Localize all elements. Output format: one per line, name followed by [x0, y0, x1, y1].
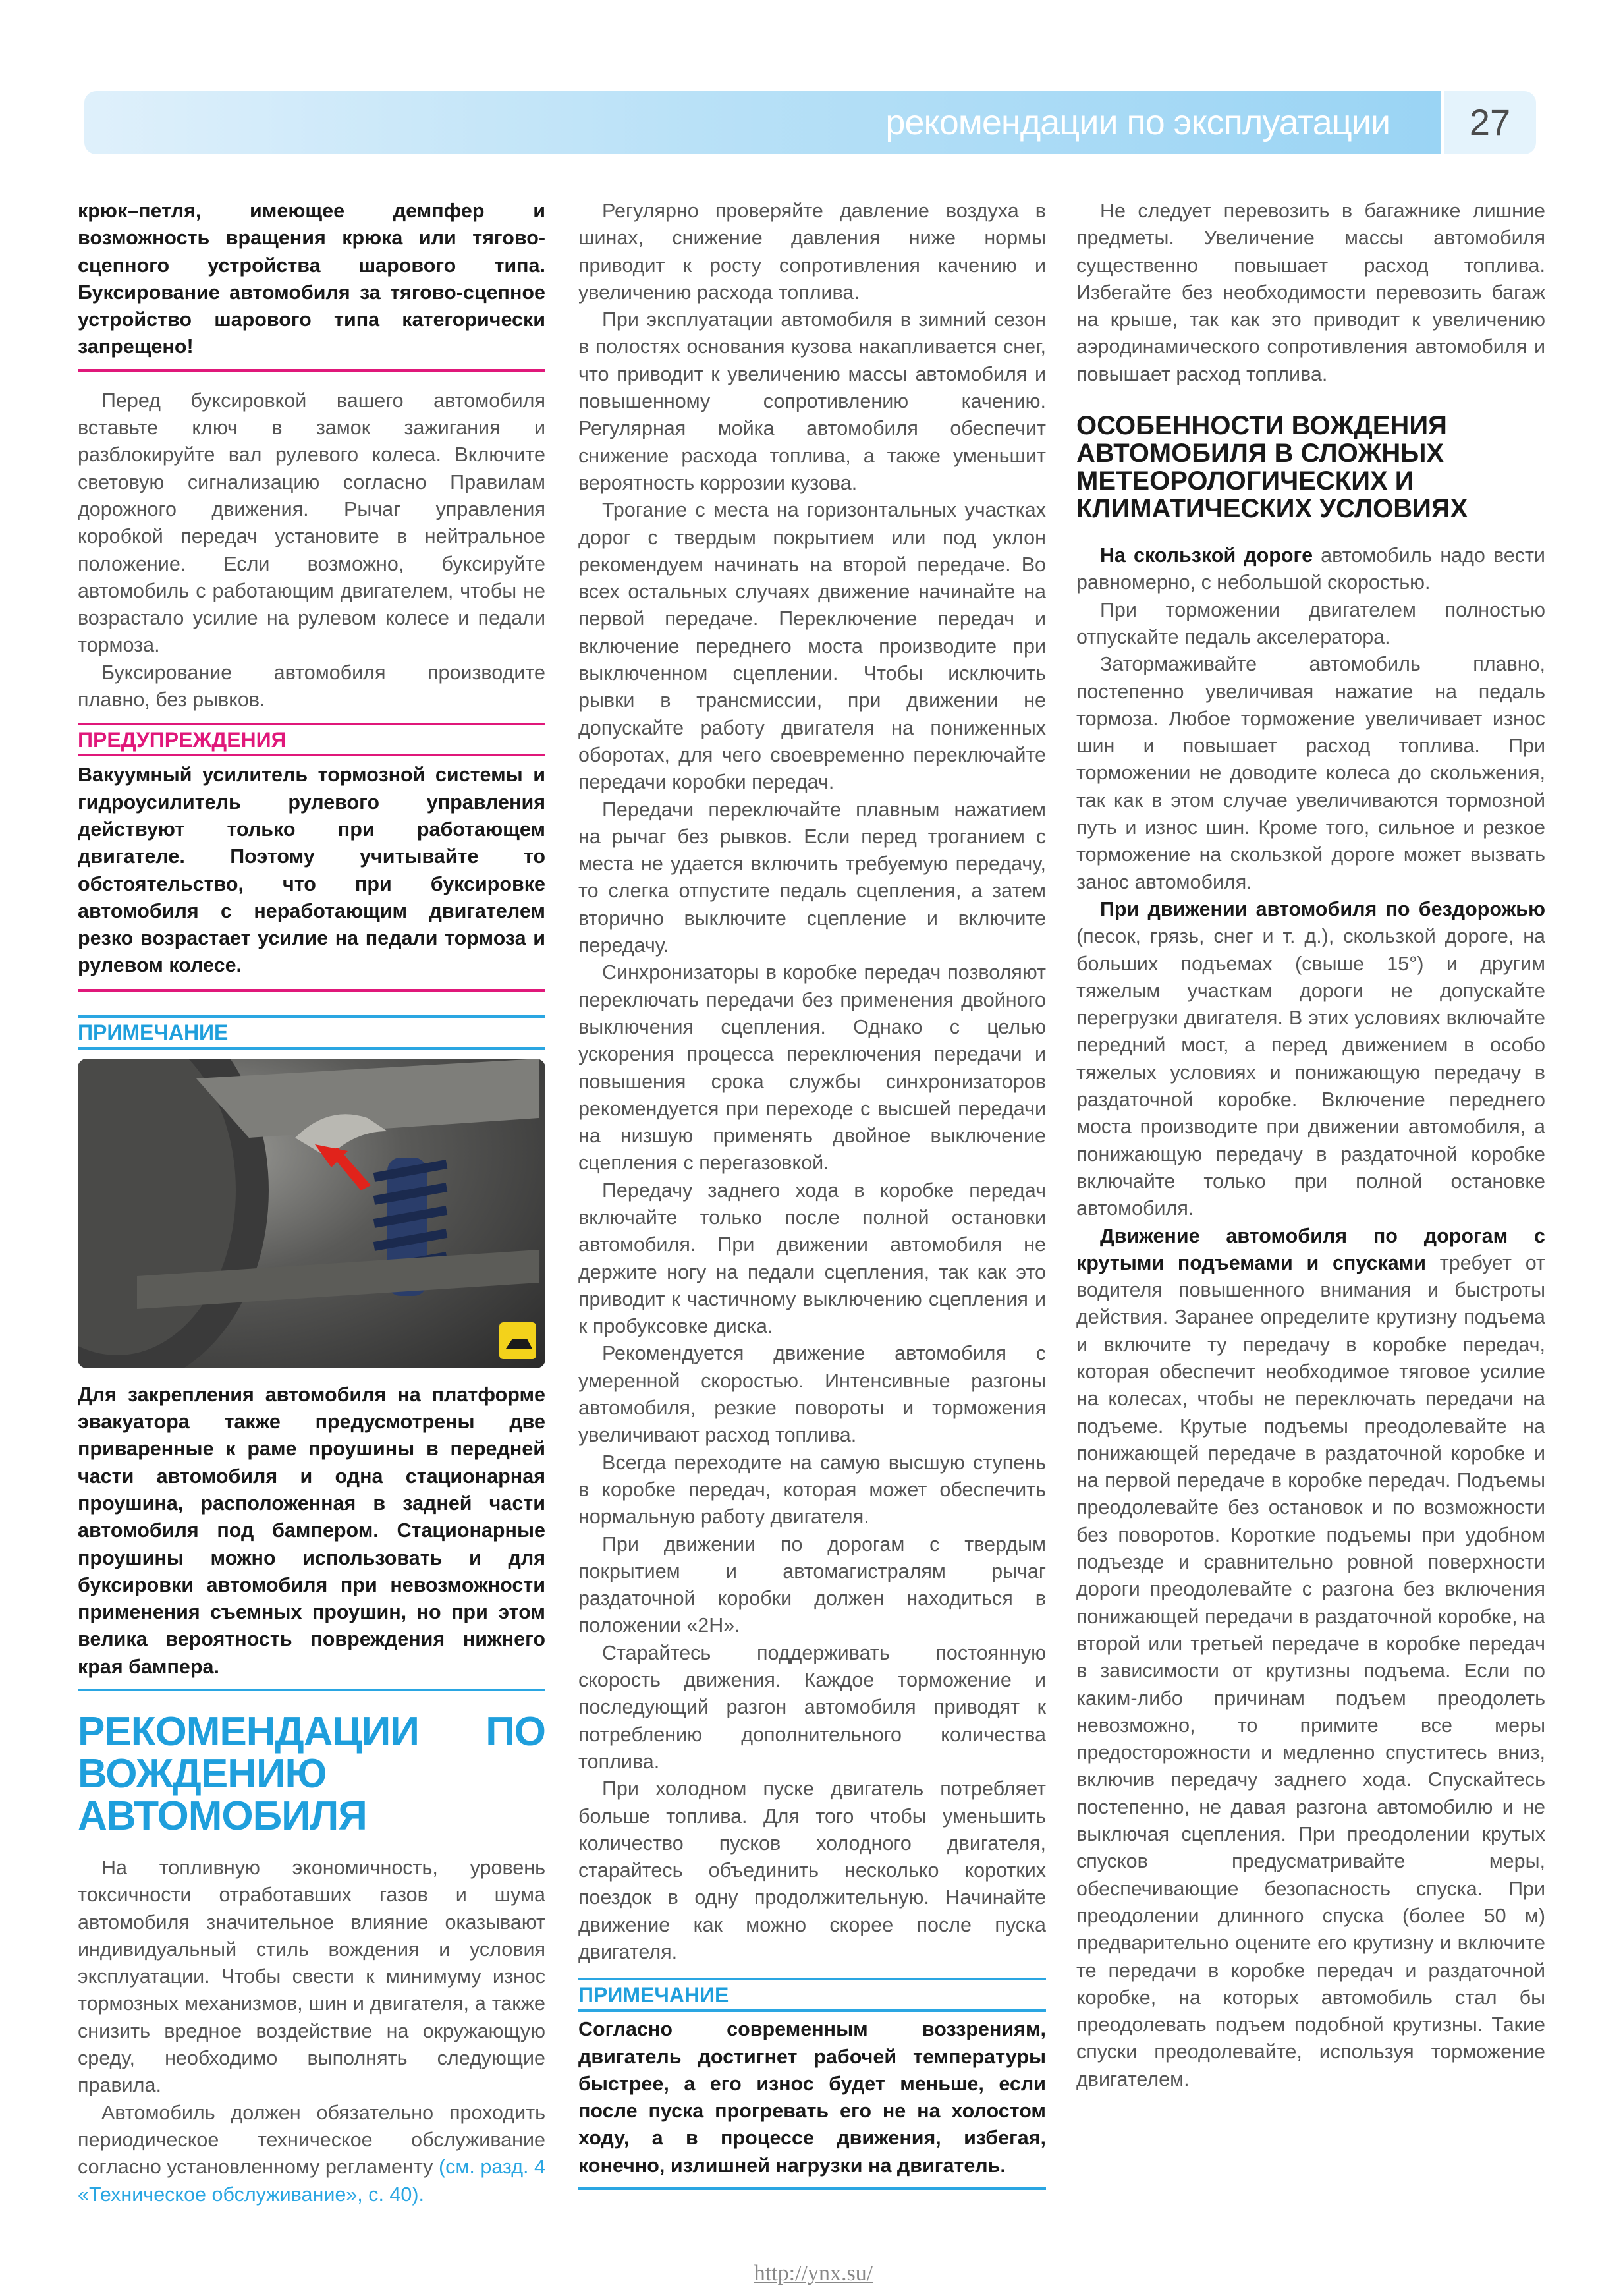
paragraph [1076, 542, 1545, 597]
footer-url-link[interactable]: http://ynx.su/ [754, 2261, 873, 2285]
paragraph: Синхронизаторы в коробке передач позволяют переключать передачи без применения двойного выключения сцепления. Однако с целью ускорения процесса переключения передачи и повышения срока службы синхронизаторов рекомендуется при переходе с высшей передачи на низшую применять двойное выключение сцепления с перегазовкой. [578, 961, 1046, 1175]
divider [78, 754, 545, 756]
note-title: ПРИМЕЧАНИЕ [578, 1983, 729, 2007]
paragraph [78, 2100, 545, 2208]
divider [78, 369, 545, 372]
paragraph-lead: При движении автомобиля по бездорожью [1100, 897, 1545, 920]
paragraph: При торможении двигателем полностью отпускайте педаль акселератора. [1076, 598, 1545, 648]
warnings-title: ПРЕДУПРЕЖДЕНИЯ [78, 728, 287, 752]
divider [78, 1689, 545, 1691]
paragraph-text: Автомобиль должен обязательно проходить периодическое техническое обслуживание согласно установленному регламенту [78, 2101, 545, 2179]
paragraph-text: требует от водителя повышенного внимания и быстроты действия. Заранее определите крутизну подъема и включите ту передачу в коробке передач, которая обеспечит необходимое тяговое усилие на колесах, чтобы не переключать передачи на подъеме. Крутые подъемы преодолевайте на понижающей передаче в раздаточной коробке и на первой передаче в коробке передач. Подъемы преодолевайте без остановок и по возможности без поворотов. Короткие подъемы при удобном подъезде и сравнительно ровной поверхности дороги преодолевайте с разгона без включения понижающей передачи в раздаточной коробке, на второй или третьей передаче в коробке передач в зависимости от крутизны подъема. Если по каким-либо причинам подъем преодолеть невозможно, то примите все меры предосторожности и медленно спуститесь вниз, включив передачу заднего хода. Спускайтесь постепенно, не давая разгона автомобилю и не выключая сцепления. При преодолении крутых спусков предусматривайте меры, обеспечивающие безопасность спуска. При преодолении длинного спуска (более 50 м) предварительно оцените его крутизну и включите те передачи в коробке передач и раздаточной коробке, на которых автомобиль стал бы преодолевать подъем подобной крутизны. Такие спуски преодолевайте, используя торможение двигателем. [1076, 1251, 1545, 2090]
warnings-text: Вакуумный усилитель тормозной системы и гидроусилитель рулевого управления действуют только при работающем двигателе. Поэтому учитывайте то обстоятельство, что при буксировке автомобиля с неработающим двигателем резко возрастает усилие на педали тормоза и рулевом колесе. [78, 764, 545, 977]
paragraph: Передачу заднего хода в коробке передач включайте только после полной остановки автомобиля. При движении автомобиля не держите ногу на педали сцепления, так как это приводит к частичному выключению сцепления и к пробуксовке диска. [578, 1179, 1046, 1338]
note-title: ПРИМЕЧАНИЕ [78, 1020, 229, 1044]
paragraph: Всегда переходите на самую высшую ступень в коробке передач, которая может обеспечить нормальную работу двигателя. [578, 1451, 1046, 1528]
paragraph: Передачи переключайте плавным нажатием на рычаг без рывков. Если перед троганием с места не удается включить требуемую передачу, то слегка отпустите педаль сцепления, а затем вторично выключите сцепление и включите передачу. [578, 798, 1046, 957]
column-1 [78, 198, 545, 2208]
column-3 [1076, 198, 1545, 2093]
paragraph: крюк–петля, имеющее демпфер и возможность вращения крюка или тягово-сцепного устройства шарового типа. Буксирование автомобиля за тягово-сцепное устройство шарового типа категорически запрещено! [78, 200, 545, 358]
paragraph: Регулярно проверяйте давление воздуха в шинах, снижение давления ниже нормы приводит к росту сопротивления качению и увеличению расхода топлива. [578, 200, 1046, 304]
paragraph: Буксирование автомобиля производите плавно, без рывков. [78, 661, 545, 712]
paragraph [1076, 1223, 1545, 2094]
paragraph: Старайтесь поддерживать постоянную скорость движения. Каждое торможение и последующий разгон автомобиля приводят к потреблению дополнительного количества топлива. [578, 1641, 1046, 1773]
tow-hook-photo [78, 1059, 545, 1368]
paragraph: При эксплуатации автомобиля в зимний сезон в полостях основания кузова накапливается снег, что приводит к увеличению массы автомобиля и повышенному сопротивлению качению. Регулярная мойка автомобиля обеспечит снижение расхода топлива, а также уменьшит вероятность коррозии кузова. [578, 308, 1046, 494]
paragraph-text: автомобиль надо вести равномерно, с небольшой скоростью. [1076, 544, 1545, 594]
divider [78, 1047, 545, 1050]
paragraph: На топливную экономичность, уровень токсичности отработавших газов и шума автомобиля значительное влияние оказывают индивидуальный стиль вождения и условия эксплуатации. Чтобы свести к минимуму износ тормозных механизмов, шин и двигателя, а также снизить вредное воздействие на окружающую среду, необходимо выполнять следующие правила. [78, 1856, 545, 2097]
paragraph: Перед буксировкой вашего автомобиля вставьте ключ в замок зажигания и разблокируйте вал рулевого колеса. Включите световую сигнализацию согласно Правилам дорожного движения. Рычаг управления коробкой передач установите в нейтральное положение. Если возможно, буксируйте автомобиль с работающим двигателем, чтобы не возрастало усилие на рулевом колесе и педали тормоза. [78, 389, 545, 657]
section-heading: РЕКОМЕНДАЦИИ ПО ВОЖДЕНИЮ АВТОМОБИЛЯ [78, 1708, 545, 1839]
page-header-title: рекомендации по эксплуатации [885, 103, 1390, 142]
paragraph: Трогание с места на горизонтальных участках дорог с твердым покрытием или под уклон рекомендуем начинать на второй передаче. Во всех остальных случаях движение начинайте на первой передаче. Переключение передач и включение переднего моста производите при выключенном сцеплении. Чтобы исключить рывки в трансмиссии, при движении не допускайте работу двигателя на пониженных оборотах, для чего своевременно переключайте передачи коробки передач. [578, 499, 1046, 794]
paragraph: Рекомендуется движение автомобиля с умеренной скоростью. Интенсивные разгоны автомобиля, резкие повороты и торможения увеличивают расход топлива. [578, 1342, 1046, 1447]
divider [578, 2009, 1046, 2012]
divider [78, 989, 545, 992]
paragraph-lead: Движение автомобиля по дорогам с крутыми подъемами и спусками [1076, 1224, 1545, 1274]
page-number: 27 [1469, 101, 1511, 143]
paragraph: При движении по дорогам с твердым покрытием и автомагистралям рычаг раздаточной коробки должен находиться в положении «2Н». [578, 1532, 1046, 1637]
paragraph [1076, 896, 1545, 1223]
paragraph: Не следует перевозить в багажнике лишние предметы. Увеличение массы автомобиля существенно повышает расход топлива. Избегайте без необходимости перевозить багаж на крыше, так как это приводит к увеличению аэродинамического сопротивления автомобиля и повышает расход топлива. [1076, 200, 1545, 385]
section-heading: ОСОБЕННОСТИ ВОЖДЕНИЯ АВТОМОБИЛЯ В СЛОЖНЫХ МЕТЕОРОЛОГИЧЕСКИХ И КЛИМАТИЧЕСКИХ УСЛОВИЯХ [1076, 411, 1468, 524]
paragraph: При холодном пуске двигатель потребляет больше топлива. Для того чтобы уменьшить количество пусков холодного двигателя, старайтесь объединить несколько коротких поездок в одну продолжительную. Начинайте движение как можно скорее после пуска двигателя. [578, 1778, 1046, 1963]
note-text: Согласно современным воззрениям, двигатель достигнет рабочей температуры быстрее, а его износ будет меньше, если после пуска прогревать его не на холостом ходу, а в процессе движения, избегая, конечно, излишней нагрузки на двигатель. [578, 2018, 1046, 2177]
note-text: Для закрепления автомобиля на платформе эвакуатора также предусмотрены две приваренные к раме проушины в передней части автомобиля и одна стационарная проушина, расположенная в задней части автомобиля под бампером. Стационарные проушины можно использовать и для буксировки автомобиля при невозможности применения съемных проушин, но при этом велика вероятность повреждения нижнего края бампера. [78, 1383, 545, 1678]
paragraph-text: (песок, грязь, снег и т. д.), скользкой дороге, на больших подъемах (свыше 15°) и другим тяжелым участкам дороги не допускайте перегрузки двигателя. В этих условиях включайте передний мост, а перед движением в особо тяжелых условиях и понижающую передачу в раздаточной коробке. Включение переднего моста производите при движении автомобиля, а понижающую передачу в раздаточной коробке включайте только при полной остановке автомобиля. [1076, 925, 1545, 1220]
divider [578, 2187, 1046, 2190]
tow-hook-illustration [78, 1059, 545, 1368]
paragraph-lead: На скользкой дороге [1100, 544, 1313, 567]
paragraph: Затормаживайте автомобиль плавно, постепенно увеличивая нажатие на педаль тормоза. Любое торможение увеличивает износ шин и повышает расход топлива. При торможении не доводите колеса до скольжения, так как в этом случае увеличиваются тормозной путь и износ шин. Кроме того, сильное и резкое торможение на скользкой дороге может вызвать занос автомобиля. [1076, 653, 1545, 893]
cross-reference-link[interactable]: (см. разд. 4 «Техническое обслуживание», с. 40). [78, 2156, 545, 2206]
column-2 [578, 198, 1046, 2190]
